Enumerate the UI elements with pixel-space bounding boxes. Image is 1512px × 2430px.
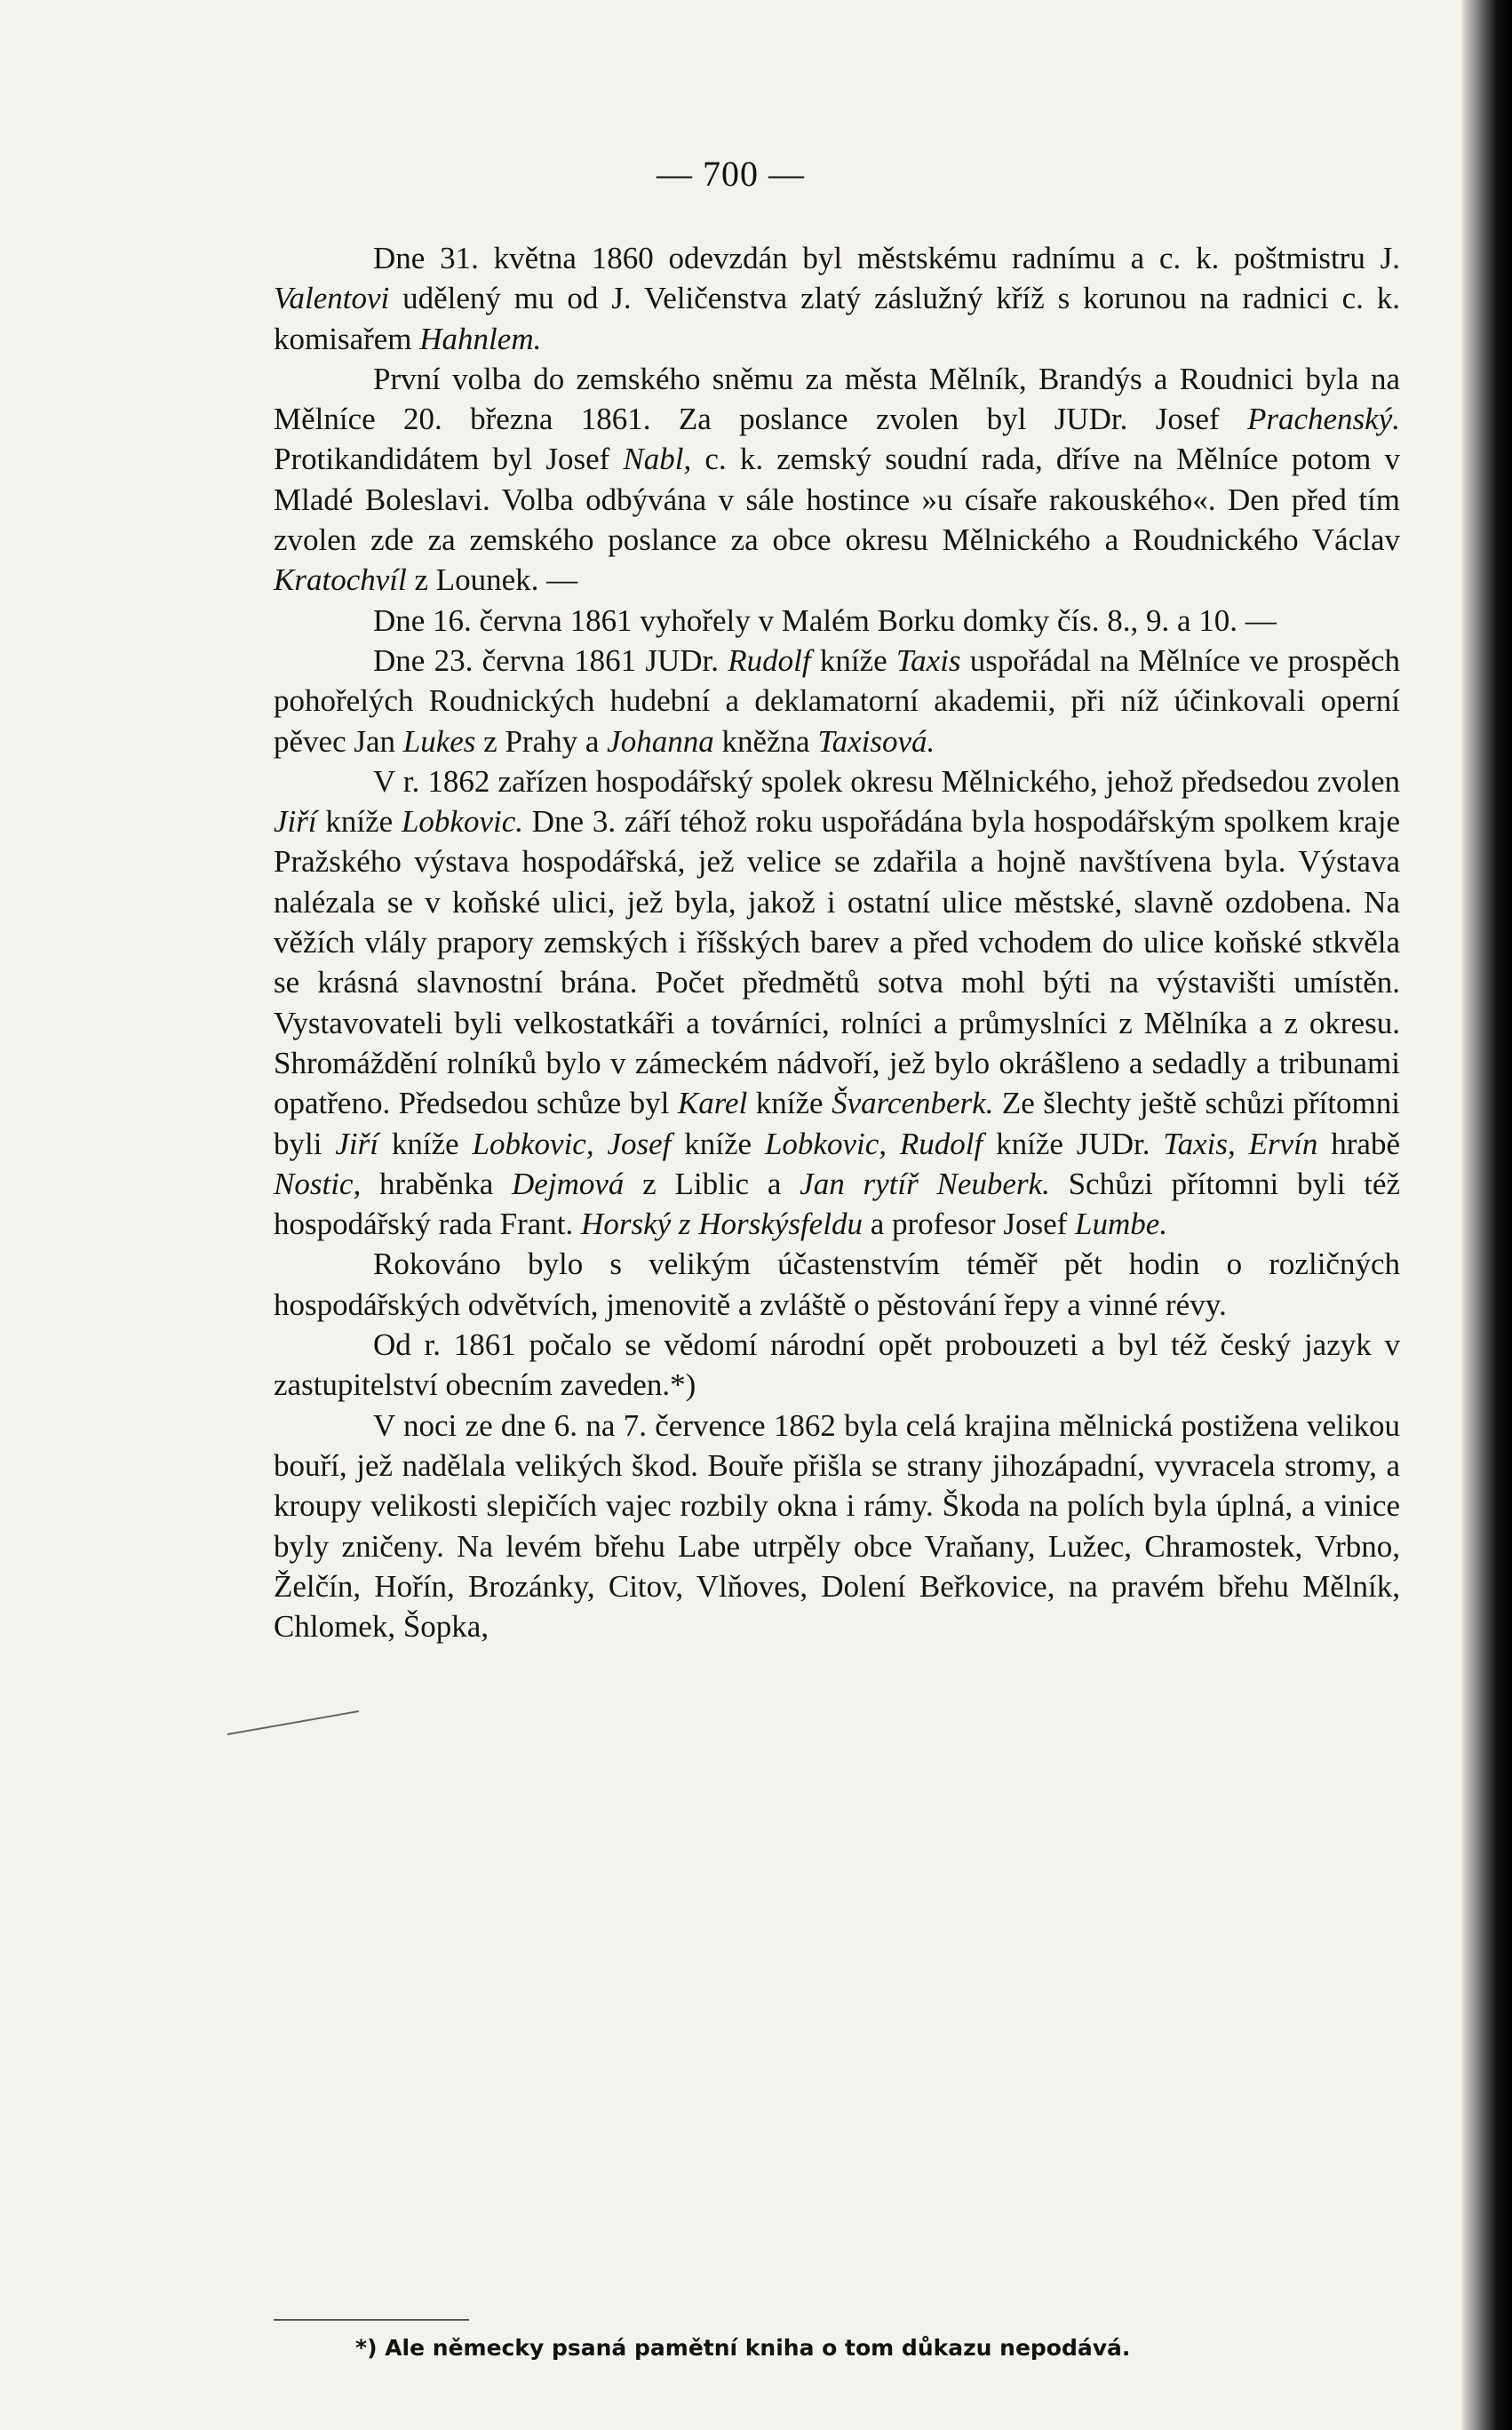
italic-name: Karel bbox=[677, 1086, 748, 1121]
text-run: Dne 16. června 1861 vyhořely v Malém Borku domky čís. 8., 9. a 10. — bbox=[373, 602, 1277, 638]
italic-name: Johanna bbox=[607, 723, 714, 759]
body-text bbox=[274, 238, 1400, 1646]
text-run: kníže JUDr. bbox=[983, 1126, 1164, 1161]
text-run: kníže bbox=[316, 804, 402, 840]
paragraph bbox=[274, 1325, 1400, 1406]
text-run: kníže bbox=[671, 1126, 765, 1161]
text-run: V noci ze dne 6. na 7. července 1862 byla celá krajina mělnická postižena velikou bouří, jež nadělala velikých škod. Bouře přišla se strany jihozápadní, vyvracela stromy, a kroupy velikosti slepičích vajec rozbily okna i rámy. Škoda na polích byla úplná, a vinice byly zničeny. Na levém břehu Labe utrpěly obce Vraňany, Lužec, Chramostek, Vrbno, Želčín, Hořín, Brozánky, Citov, Vlňoves, Dolení Beřkovice, na pravém břehu Mělník, Chlomek, Šopka, bbox=[274, 1407, 1400, 1645]
italic-name: Jan rytíř Neuberk. bbox=[800, 1166, 1050, 1201]
text-run: c. k. zemský soudní rada, dříve na Mělníce potom v Mladé Boleslavi. Volba odbývána v sále hostince »u císaře rakouského«. Den před tím zvolen zde za zemského poslance za obce okresu Mělnického a Roudnického Václav bbox=[274, 442, 1400, 558]
text-run: kníže bbox=[810, 642, 896, 678]
italic-name: Hahnlem. bbox=[419, 321, 542, 356]
footnote: *) Ale německy psaná pamětní kniha o tom důkazu nepodává. bbox=[355, 2335, 1131, 2361]
italic-name: Kratochvíl bbox=[274, 562, 407, 598]
italic-name: Lobkovic. bbox=[401, 804, 523, 840]
text-run: hraběnka bbox=[361, 1166, 513, 1201]
text-run: a profesor Josef bbox=[862, 1207, 1076, 1242]
text-run: Ze šlechty ještě schůzi přítomni byli bbox=[274, 1086, 1401, 1161]
italic-name: Taxisová. bbox=[817, 723, 935, 759]
text-run: z Prahy a bbox=[475, 723, 608, 759]
text-run: Protikandidátem byl Josef bbox=[274, 442, 624, 477]
paragraph bbox=[274, 641, 1400, 761]
italic-name: Dejmová bbox=[512, 1166, 625, 1201]
footnote-divider bbox=[274, 2319, 469, 2321]
italic-name: Lukes bbox=[402, 723, 476, 759]
paragraph bbox=[274, 1244, 1400, 1325]
text-run: Od r. 1861 počalo se vědomí národní opět probouzeti a byl též český jazyk v zastupitelství obecním zaveden.*) bbox=[274, 1327, 1400, 1403]
italic-name: Nabl, bbox=[623, 442, 692, 477]
text-run: V r. 1862 zařízen hospodářský spolek okresu Mělnického, jehož předsedou zvolen bbox=[373, 763, 1400, 799]
text-run: Dne 3. září téhož roku uspořádána byla hospodářským spolkem kraje Pražského výstava hospodářská, jež velice se zdařila a hojně navštívena byla. Výstava nalézala se v koňské ulici, jež byla, jakož i ostatní ulice městské, slavně ozdobena. Na věžích vlály prapory zemských i říšských barev a před vchodem do ulice koňské stkvěla se krásná slavnostní brána. Počet předmětů sotva mohl býti na výstavišti umístěn. Vystavovateli byli velkostatkáři a továrníci, rolníci a průmyslníci z Mělníka a z okresu. Shromáždění rolníků bylo v zámeckém nádvoří, jež bylo okrášleno a sedadly a tribunami opatřeno. Předsedou schůze byl bbox=[274, 804, 1400, 1121]
text-run: hrabě bbox=[1317, 1126, 1400, 1161]
text-run: udělený mu od J. Veličenstva zlatý záslužný kříž s korunou na radnici c. k. komisařem bbox=[274, 281, 1400, 356]
italic-name: Jiří bbox=[274, 804, 317, 840]
italic-name: Rudolf bbox=[728, 642, 811, 678]
text-run: z Liblic a bbox=[624, 1166, 800, 1201]
italic-name: Prachenský. bbox=[1246, 402, 1400, 437]
text-run: kníže bbox=[378, 1126, 473, 1161]
text-run: z Lounek. — bbox=[406, 562, 578, 598]
text-run: Rokováno bylo s velikým účastenstvím téměř pět hodin o rozličných hospodářských odvětvích, jmenovitě a zvláště o pěstování řepy a vinné révy. bbox=[274, 1247, 1400, 1322]
italic-name: Valentovi bbox=[274, 281, 390, 316]
text-run: kníže bbox=[747, 1086, 832, 1121]
text-run: První volba do zemského sněmu za města Mělník, Brandýs a Roudnici byla na Mělníce 20. března 1861. Za poslance zvolen byl JUDr. Josef bbox=[274, 361, 1400, 437]
text-run: Dne 23. června 1861 JUDr. bbox=[373, 642, 728, 678]
italic-name: Lobkovic, Josef bbox=[472, 1126, 672, 1161]
italic-name: Jiří bbox=[335, 1126, 378, 1161]
paragraph bbox=[274, 1406, 1400, 1647]
text-run: kněžna bbox=[713, 723, 818, 759]
text-run: uspořádal na Mělníce ve prospěch pohořelých Roudnických hudební a deklamatorní akademii, při níž účinkovali operní pěvec Jan bbox=[274, 642, 1400, 759]
italic-name: Lumbe. bbox=[1075, 1207, 1168, 1242]
italic-name: Taxis, Ervín bbox=[1163, 1126, 1318, 1161]
paragraph bbox=[274, 238, 1400, 359]
paragraph bbox=[274, 601, 1400, 641]
text-run: Schůzi přítomni byli též hospodářský rada Frant. bbox=[274, 1166, 1400, 1242]
paragraph bbox=[274, 359, 1400, 601]
text-run: Dne 31. května 1860 odevzdán byl městskému radnímu a c. k. poštmistru J. bbox=[373, 241, 1400, 275]
italic-name: Lobkovic, Rudolf bbox=[764, 1126, 983, 1161]
italic-name: Horský z Horskýsfeldu bbox=[581, 1207, 863, 1242]
italic-name: Taxis bbox=[895, 642, 961, 678]
page-number: — 700 — bbox=[657, 154, 805, 194]
italic-name: Švarcenberk. bbox=[832, 1086, 994, 1121]
margin-pencil-mark bbox=[227, 1710, 359, 1735]
paragraph bbox=[274, 761, 1400, 1245]
italic-name: Nostic, bbox=[274, 1166, 362, 1201]
scan-edge-shadow bbox=[1461, 0, 1512, 2430]
